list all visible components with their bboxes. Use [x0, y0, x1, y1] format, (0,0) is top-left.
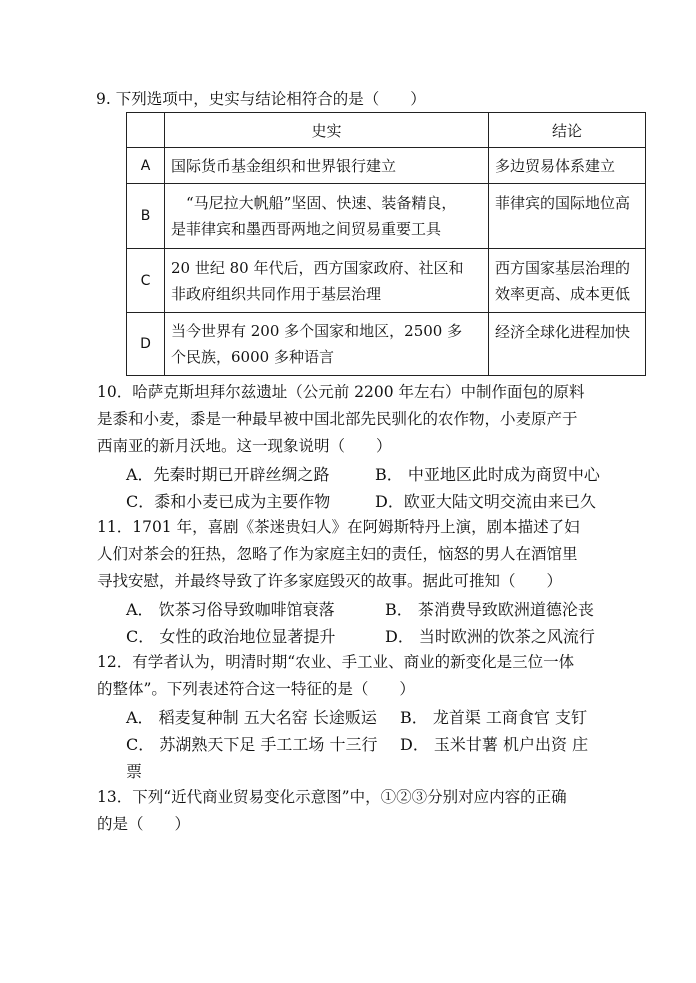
q9-row-fact — [165, 148, 489, 184]
q9-row-conclusion — [489, 313, 646, 376]
q9-row-conclusion — [489, 184, 646, 249]
q12-stem-line: 12．有学者认为，明清时期“农业、手工业、商业的新变化是三位一体 — [97, 653, 575, 671]
q10-stem-line: 是黍和小麦，黍是一种最早被中国北部先民驯化的农作物，小麦原产于 — [97, 410, 578, 428]
q9-stem: 9. 下列选项中，史实与结论相符合的是（ ） — [96, 90, 426, 108]
q9-row-conclusion — [489, 148, 646, 184]
q12-option-d: D． 玉米甘薯 机户出资 庄 — [400, 735, 589, 754]
q9-row-letter: B — [127, 184, 165, 249]
q11-stem-line: 寻找安慰，并最终导致了许多家庭毁灭的故事。据此可推知（ ） — [97, 572, 563, 590]
q9-fact-line: 个民族，6000 多种语言 — [171, 348, 334, 366]
q9-row-fact — [165, 184, 489, 249]
q9-row-d — [127, 313, 646, 376]
q12-stem-line: 的整体”。下列表述符合这一特征的是（ ） — [97, 680, 415, 698]
q10-stem-line: 西南亚的新月沃地。这一现象说明（ ） — [97, 437, 392, 455]
q9-fact-line: “马尼拉大帆船”坚固、快速、装备精良， — [171, 194, 457, 212]
q9-conclusion-line: 效率更高、成本更低 — [495, 285, 631, 303]
q11-option-b: B． 茶消费导致欧洲道德沦丧 — [385, 600, 594, 619]
q9-header-blank — [127, 113, 165, 148]
q10-option-c: C．黍和小麦已成为主要作物 — [126, 492, 331, 511]
q10-stem-line: 10．哈萨克斯坦拜尔兹遗址（公元前 2200 年左右）中制作面包的原料 — [97, 383, 585, 401]
q11-stem-line: 11．1701 年，喜剧《茶迷贵妇人》在阿姆斯特丹上演，剧本描述了妇 — [97, 518, 580, 536]
q9-conclusion-line: 经济全球化进程加快 — [495, 323, 631, 341]
q9-table — [126, 112, 646, 376]
q9-conclusion-line: 西方国家基层治理的 — [495, 259, 631, 277]
q9-row-b — [127, 184, 646, 249]
q9-row-fact — [165, 313, 489, 376]
q11-option-a: A． 饮茶习俗导致咖啡馆衰落 — [126, 600, 335, 619]
q9-row-a — [127, 148, 646, 184]
q11-option-d: D． 当时欧洲的饮茶之风流行 — [385, 627, 595, 646]
q9-row-conclusion — [489, 249, 646, 313]
q9-row-letter: A — [127, 148, 165, 184]
q9-fact-line: 非政府组织共同作用于基层治理 — [171, 284, 382, 303]
q9-conclusion-line: 菲律宾的国际地位高 — [495, 194, 631, 212]
q10-option-b: B． 中亚地区此时成为商贸中心 — [375, 465, 600, 484]
q10-option-d: D．欧亚大陆文明交流由来已久 — [375, 492, 596, 511]
q12-option-b: B． 龙首渠 工商食官 支钉 — [400, 708, 588, 727]
q9-fact-line: 当今世界有 200 多个国家和地区，2500 多 — [171, 322, 463, 340]
q9-row-c — [127, 249, 646, 313]
q9-header-fact: 史实 — [165, 113, 489, 148]
q9-fact-line: 是菲律宾和墨西哥两地之间贸易重要工具 — [171, 220, 442, 238]
q13-stem-line: 的是（ ） — [97, 815, 191, 833]
q13-stem-line: 13．下列“近代商业贸易变化示意图”中，①②③分别对应内容的正确 — [97, 788, 567, 806]
q11-stem-line: 人们对茶会的狂热，忽略了作为家庭主妇的责任，恼怒的男人在酒馆里 — [97, 545, 578, 563]
q9-header-conclusion: 结论 — [489, 113, 646, 148]
q12-option-a: A． 稻麦复种制 五大名窑 长途贩运 — [126, 708, 377, 727]
q9-row-fact — [165, 249, 489, 313]
q12-option-c: C． 苏湖熟天下足 手工工场 十三行 — [126, 735, 378, 754]
q12-option-d-wrap: 票 — [126, 762, 143, 781]
q9-conclusion-line: 多边贸易体系建立 — [495, 156, 616, 175]
q9-fact-line: 20 世纪 80 年代后，西方国家政府、社区和 — [171, 258, 464, 277]
q11-option-c: C． 女性的政治地位显著提升 — [126, 627, 336, 646]
q9-table-header — [127, 113, 646, 148]
q9-row-letter: D — [127, 313, 165, 376]
q9-fact-line: 国际货币基金组织和世界银行建立 — [171, 156, 397, 175]
q9-row-letter: C — [127, 249, 165, 313]
q10-option-a: A．先秦时期已开辟丝绸之路 — [126, 465, 330, 484]
